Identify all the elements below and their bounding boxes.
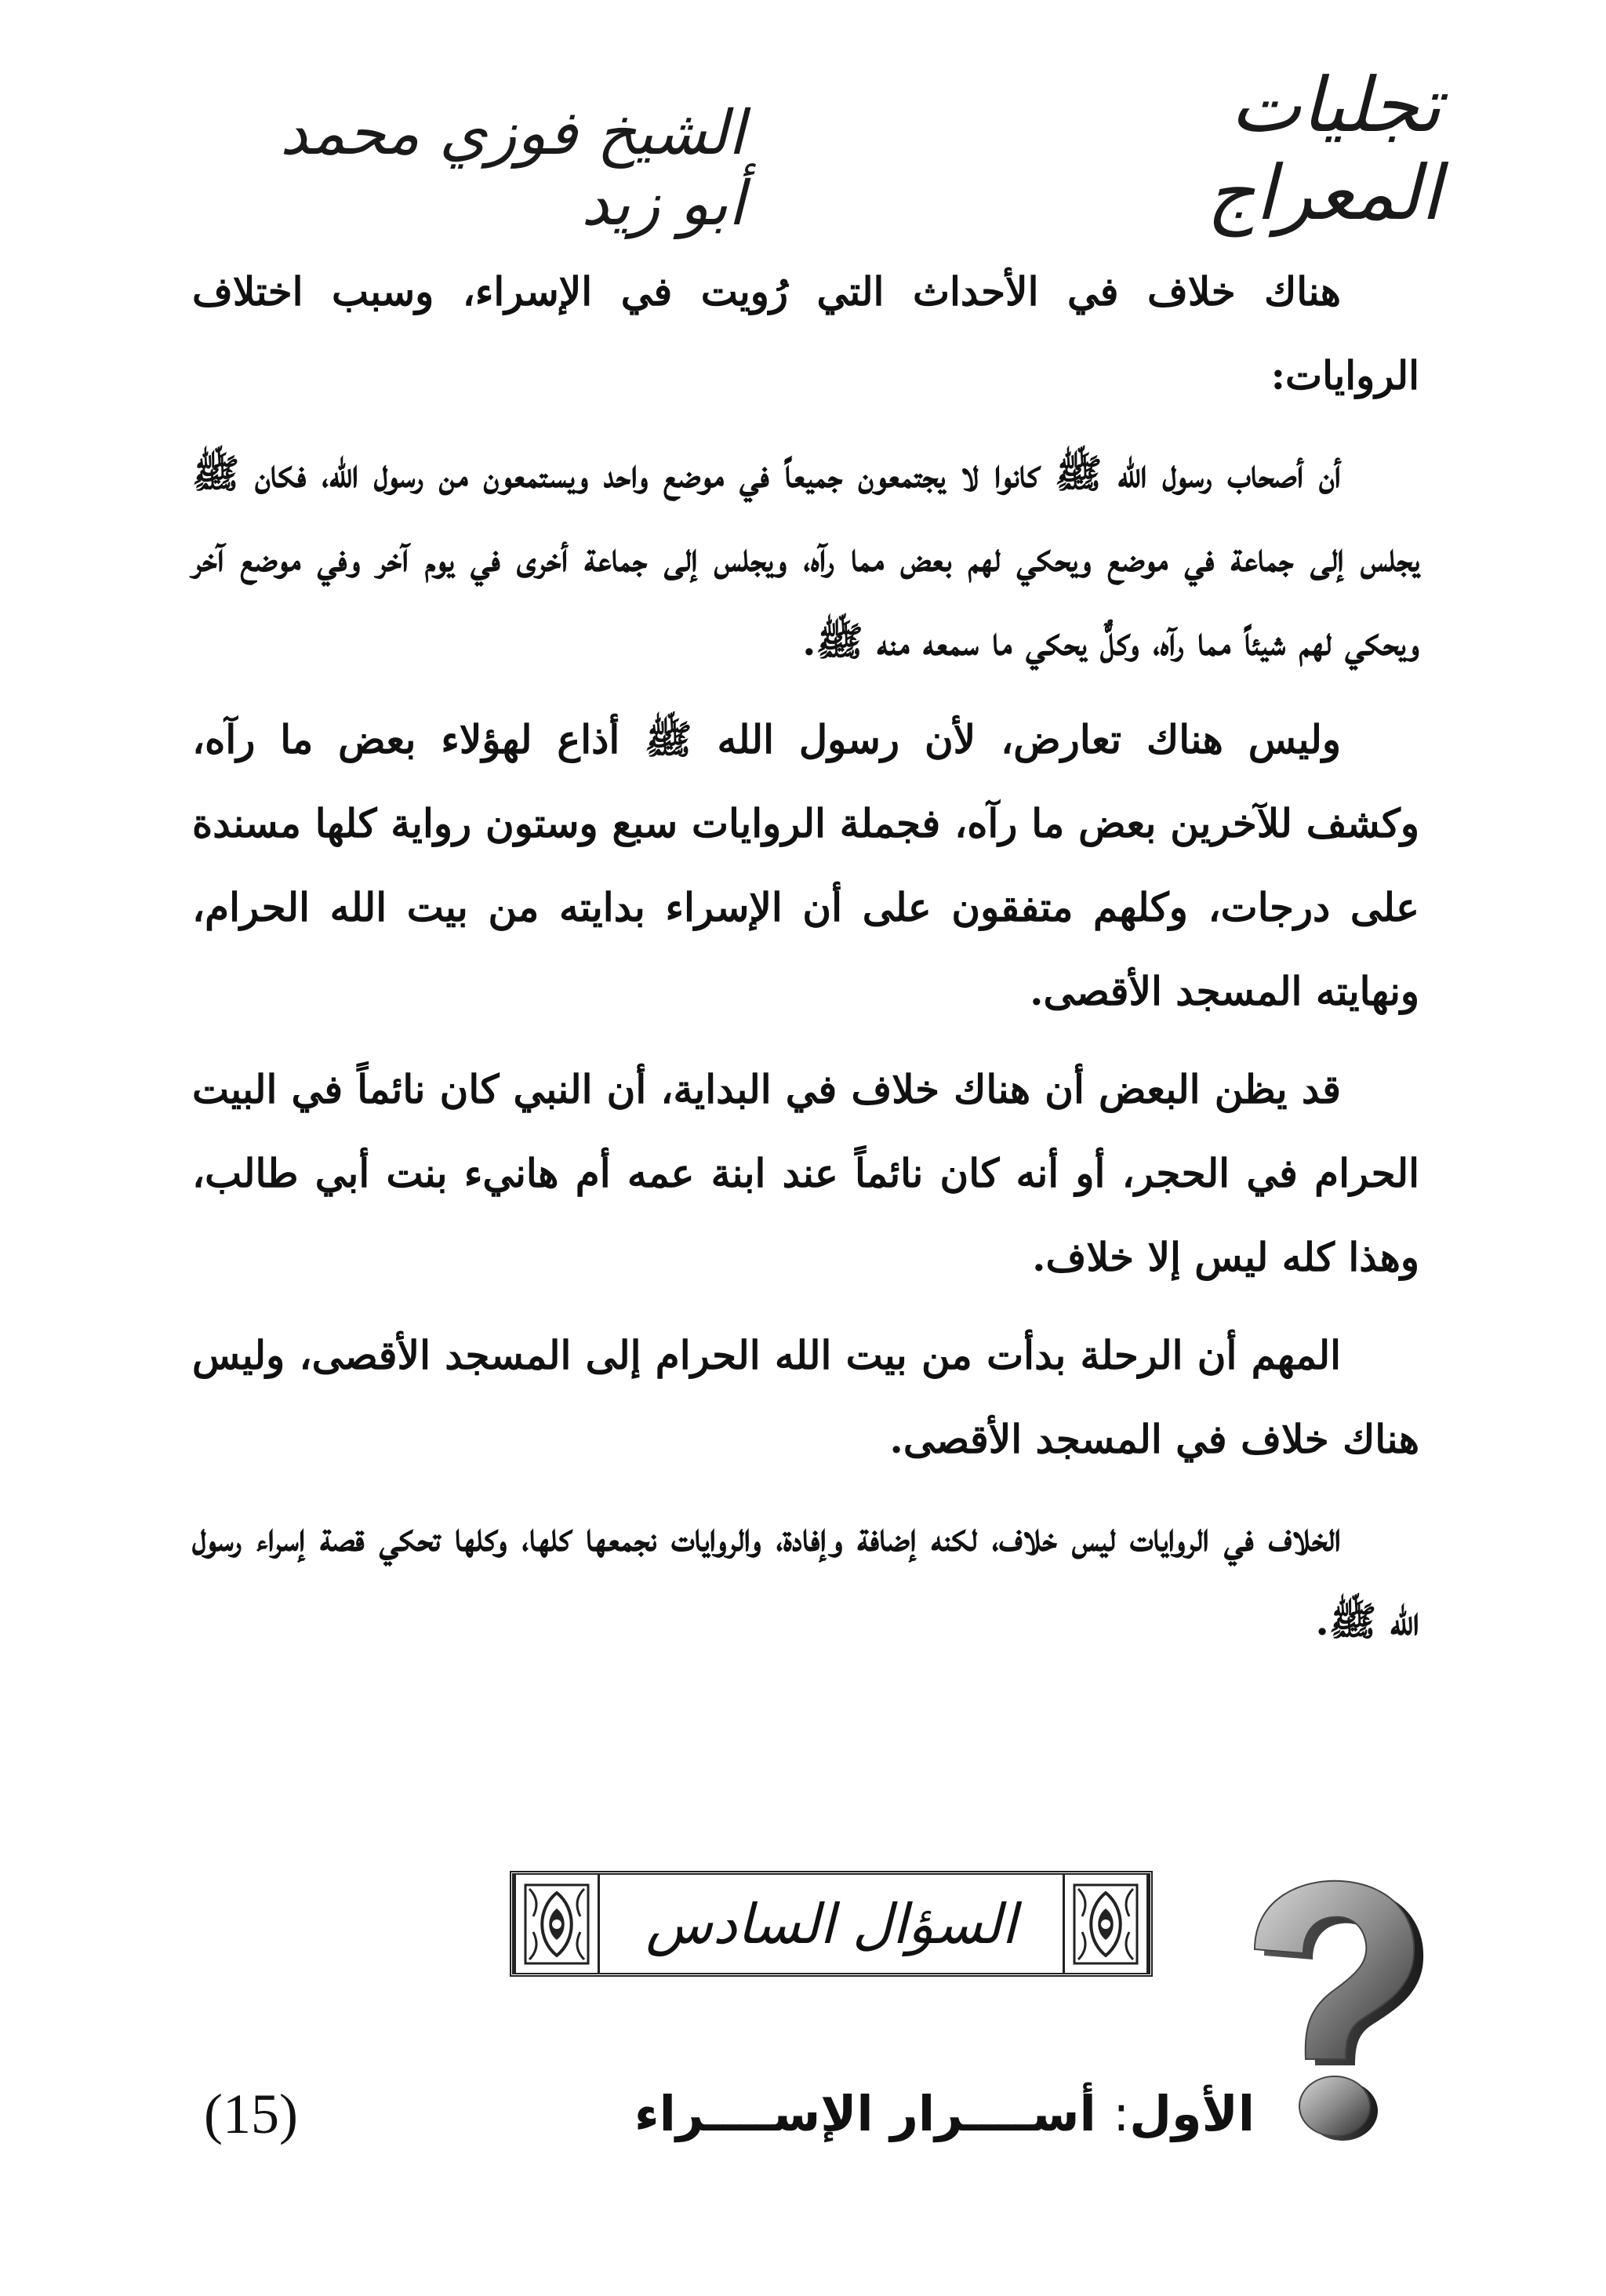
arabesque-ornament-icon — [1063, 1875, 1149, 1973]
chapter-title: أســــرار الإســــراء — [634, 2085, 1096, 2142]
book-title-calligraphy: تجليات المعراج — [1206, 61, 1441, 237]
section-title: السؤال السادس — [645, 1891, 1017, 1956]
chapter-separator: : — [1113, 2085, 1130, 2142]
question-mark-3d-icon — [1231, 1875, 1431, 2141]
arabesque-ornament-icon — [514, 1875, 600, 1973]
paragraph: المهم أن الرحلة بدأت من بيت الله الحرام إلى المسجد الأقصى، وليس هناك خلاف في المسجد الأقصى. — [192, 1332, 1419, 1462]
paragraph: وليس هناك تعارض، لأن رسول الله ﷺ أذاع لهؤلاء بعض ما رآه، وكشف للآخرين بعض ما رآه، فجملة الروايات سبع وستون رواية كلها مسندة على درجات، وكلهم متفقون على أن الإسراء بدايته من بيت الله الحرام، ونهايته المسجد الأقصى. — [192, 716, 1419, 1014]
author-name-calligraphy: الشيخ فوزي محمد أبو زيد — [280, 98, 745, 239]
paragraph: أن أصحاب رسول الله ﷺ كانوا لا يجتمعون جميعاً في موضع واحد ويستمعون من رسول الله، فكان ﷺ يجلس إلى جماعة في موضع ويحكي لهم بعض مما رآه، ويجلس إلى جماعة أخرى في يوم آخر وفي موضع آخر ويحكي لهم شيئاً مما رآه، وكلٌّ يحكي ما سمعه منه ﷺ. — [192, 450, 1420, 664]
body-text — [192, 249, 1419, 1677]
section-banner — [510, 1871, 1153, 1977]
page-number: (15) — [204, 2083, 298, 2145]
chapter-prefix: الأول — [1129, 2085, 1255, 2142]
paragraph: قد يظن البعض أن هناك خلاف في البداية، أن النبي كان نائماً في البيت الحرام في الحجر، أو أنه كان نائماً عند ابنة عمه أم هانيء بنت أبي طالب، وهذا كله ليس إلا خلاف. — [192, 1066, 1419, 1280]
paragraph: الخلاف في الروايات ليس خلاف، لكنه إضافة وإفادة، والروايات نجمعها كلها، وكلها تحكي قصة إسراء رسول الله ﷺ. — [192, 1514, 1419, 1644]
paragraph: هناك خلاف في الأحداث التي رُويت في الإسراء، وسبب اختلاف الروايات: — [192, 268, 1419, 398]
chapter-footer — [533, 2063, 1255, 2165]
